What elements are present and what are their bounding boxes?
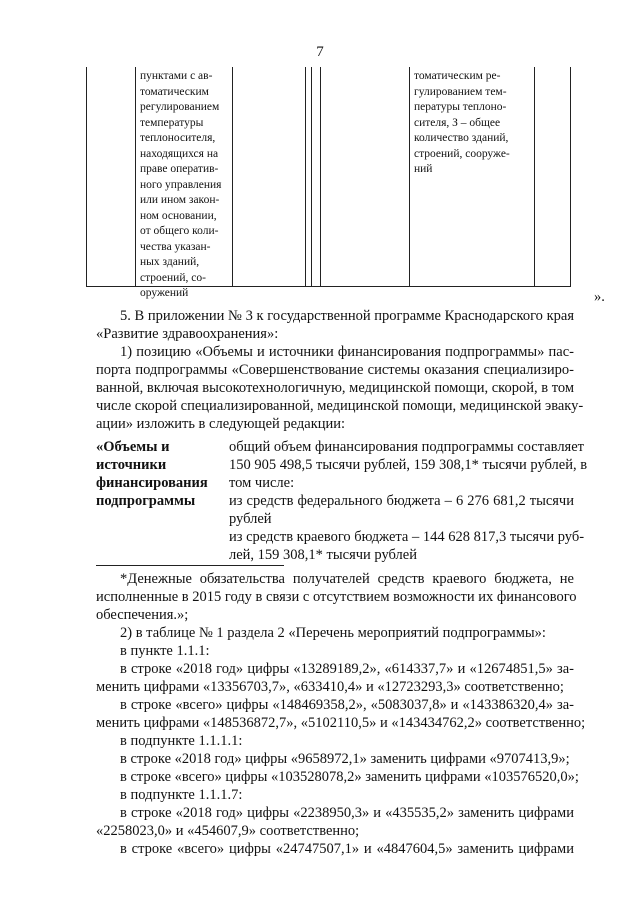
body-line: в пункте 1.1.1: [120, 643, 210, 659]
position-label: «Объемы и источники финансирования подпрограммы [96, 439, 208, 509]
body-line: в строке «2018 год» цифры «13289189,2», «614337,7» и «12674851,5» за- [120, 661, 574, 677]
body-line: менить цифрами «148536872,7», «5102110,5» и «143434762,2» соответственно; [96, 715, 586, 731]
body-line: в подпункте 1.1.1.7: [120, 787, 243, 803]
position-text: из средств краевого бюджета – 144 628 817,3 тысячи руб- [229, 529, 585, 545]
table-border [232, 67, 233, 287]
table-border [409, 67, 410, 287]
body-line: в строке «всего» цифры «103528078,2» заменить цифрами «103576520,0»; [120, 769, 579, 785]
table-cell-col2: пунктами с ав- томатическим регулированием температуры теплоносителя, находящихся на праве оператив- ного управления или ином закон- ном основании, от общего коли- чества указан- ных зданий, строений, со- оружений [140, 70, 222, 299]
position-text: из средств федерального бюджета – 6 276 681,2 тысячи [229, 493, 574, 509]
paragraph-5: 5. В приложении № 3 к государственной программе Краснодарского края [120, 308, 574, 324]
table-border [320, 67, 321, 287]
position-text: общий объем финансирования подпрограммы составляет [229, 439, 584, 455]
body-line: менить цифрами «13356703,7», «633410,4» и «12723293,3» соответственно; [96, 679, 564, 695]
position-text: рублей [229, 511, 272, 527]
footnote: исполненные в 2015 году в связи с отсутствием возможности их финансового [96, 589, 577, 605]
position-text: том числе: [229, 475, 295, 491]
table-border [534, 67, 535, 287]
body-line: в подпункте 1.1.1.1: [120, 733, 243, 749]
paragraph-5: «Развитие здравоохранения»: [96, 326, 279, 342]
body-line: «2258023,0» и «454607,9» соответственно; [96, 823, 360, 839]
body-line: в строке «2018 год» цифры «2238950,3» и «435535,2» заменить цифрами [120, 805, 574, 821]
table-cell-col6: томатическим ре- гулированием тем- пературы теплоно- сителя, З – общее количество зданий, строений, сооруже- ний [414, 70, 510, 175]
table-border [570, 67, 571, 287]
position-text: лей, 159 308,1* тысячи рублей [229, 547, 417, 563]
body-line: в строке «всего» цифры «148469358,2», «5083037,8» и «143386320,4» за- [120, 697, 574, 713]
footnote-separator [96, 565, 284, 566]
body-line: в строке «2018 год» цифры «9658972,1» заменить цифрами «9707413,9»; [120, 751, 570, 767]
page-number: 7 [316, 44, 324, 60]
paragraph-2: 2) в таблице № 1 раздела 2 «Перечень мероприятий подпрограммы»: [120, 625, 546, 641]
position-text: 150 905 498,5 тысячи рублей, 159 308,1* тысячи рублей, в [229, 457, 588, 473]
table-border [305, 67, 306, 287]
paragraph-1: ации» изложить в следующей редакции: [96, 416, 346, 432]
table-border [135, 67, 136, 287]
paragraph-1: 1) позицию «Объемы и источники финансирования подпрограммы» пас- [120, 344, 574, 360]
table-fragment [86, 67, 571, 299]
table-border [86, 67, 87, 287]
paragraph-1: числе скорой специализированной, медицинской помощи, медицинской эваку- [96, 398, 584, 414]
table-closing-quote: ». [594, 289, 605, 305]
paragraph-1: ванной, включая высокотехнологичную, медицинской помощи, скорой, в том [96, 380, 574, 396]
body-line: в строке «всего» цифры «24747507,1» и «4847604,5» заменить цифрами [120, 841, 574, 857]
footnote: обеспечения.»; [96, 607, 189, 623]
footnote: *Денежные обязательства получателей средств краевого бюджета, не [120, 571, 574, 587]
paragraph-1: порта подпрограммы «Совершенствование системы оказания специализиро- [96, 362, 574, 378]
table-border [311, 67, 312, 287]
